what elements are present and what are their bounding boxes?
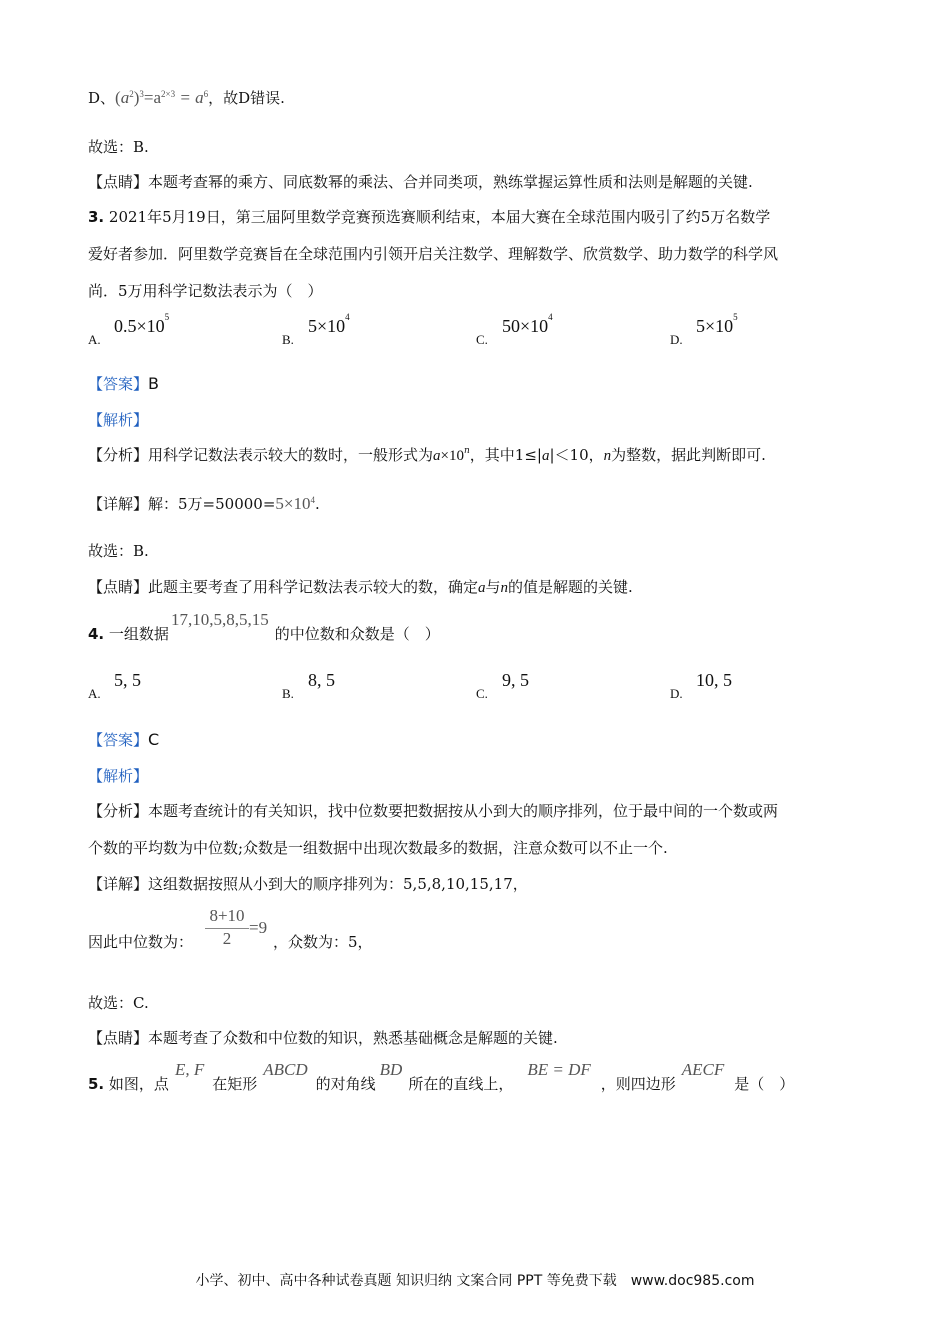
q3-fenxi: 【分析】用科学记数法表示较大的数时，一般形式为$a\times 10^n$，其中1≤|a|＜10，n为整数，据此判断即可. bbox=[88, 446, 766, 464]
q3-stem-line2: 爱好者参加．阿里数学竞赛旨在全球范围内引领开启关注数学、理解数学、欣赏数学、助力数学的科学风 bbox=[88, 245, 779, 263]
q4-choice: 故选：C. bbox=[88, 994, 149, 1012]
option-d-explanation bbox=[88, 88, 285, 108]
q4-fenxi-line1: 【分析】本题考查统计的有关知识，找中位数要把数据按从小到大的顺序排列，位于最中间的一个数或两 bbox=[88, 802, 779, 820]
comment-tag: 【点睛】 bbox=[88, 173, 149, 191]
option-label: D、 bbox=[88, 89, 116, 107]
q4-stem: 4. 一组数据17,10,5,8,5,15的中位数和众数是（ ） bbox=[88, 610, 440, 643]
footer-banner: 小学、初中、高中各种试卷真题 知识归纳 文案合同 PPT 等免费下载 www.doc985.com bbox=[195, 1273, 755, 1289]
answer-value: B bbox=[148, 374, 159, 393]
q4-comment: 【点睛】本题考查了众数和中位数的知识，熟悉基础概念是解题的关键. bbox=[88, 1029, 558, 1047]
median-fraction: $\frac{8+10}{2}$ bbox=[205, 906, 249, 949]
q4-detail: 【详解】这组数据按照从小到大的顺序排列为：5,5,8,10,15,17， bbox=[88, 875, 528, 893]
q3-choice: 故选：B. bbox=[88, 542, 149, 560]
stem-text: 2021年5月19日，第三届阿里数学竞赛预选赛顺利结束，本届大赛在全球范围内吸引了约5万名数学 bbox=[108, 208, 771, 226]
q3-answer bbox=[88, 374, 159, 394]
q4-answer: 【答案】C bbox=[88, 730, 160, 749]
q2-choice: 故选：B. bbox=[88, 138, 149, 156]
q4-analysis-tag: 【解析】 bbox=[88, 767, 149, 785]
q4-median-line: 因此中位数为： ，众数为：5， bbox=[88, 933, 373, 951]
q3-detail: 【详解】解：5万$=50000=5\times 10^4$. bbox=[88, 494, 320, 513]
q3-comment: 【点睛】此题主要考查了用科学记数法表示较大的数，确定a与n的值是解题的关键. bbox=[88, 578, 633, 596]
fraction-result: =9 bbox=[249, 918, 268, 937]
q3-analysis-tag: 【解析】 bbox=[88, 411, 149, 429]
question-number: 3. bbox=[88, 208, 105, 226]
math-expression: $(a^2)^3=a^{2\times 3} = a^6$ bbox=[115, 88, 209, 107]
explanation-text: ，故D错误. bbox=[208, 89, 285, 107]
comment-text: 本题考查幂的乘方、同底数幂的乘法、合并同类项，熟练掌握运算性质和法则是解题的关键. bbox=[148, 173, 753, 191]
q2-comment bbox=[88, 172, 753, 192]
q5-stem: 5. 如图，点E, F在矩形ABCD的对角线BD所在的直线上，BE = DF，则四边形AECF是（ ） bbox=[88, 1060, 795, 1093]
q3-stem-line3: 尚．5万用科学记数法表示为（ ） bbox=[88, 282, 323, 300]
answer-tag: 【答案】 bbox=[88, 375, 149, 393]
q4-fenxi-line2: 个数的平均数为中位数;众数是一组数据中出现次数最多的数据，注意众数可以不止一个. bbox=[88, 839, 668, 857]
data-set: 17,10,5,8,5,15 bbox=[170, 610, 269, 629]
q3-stem-line1 bbox=[88, 207, 770, 227]
